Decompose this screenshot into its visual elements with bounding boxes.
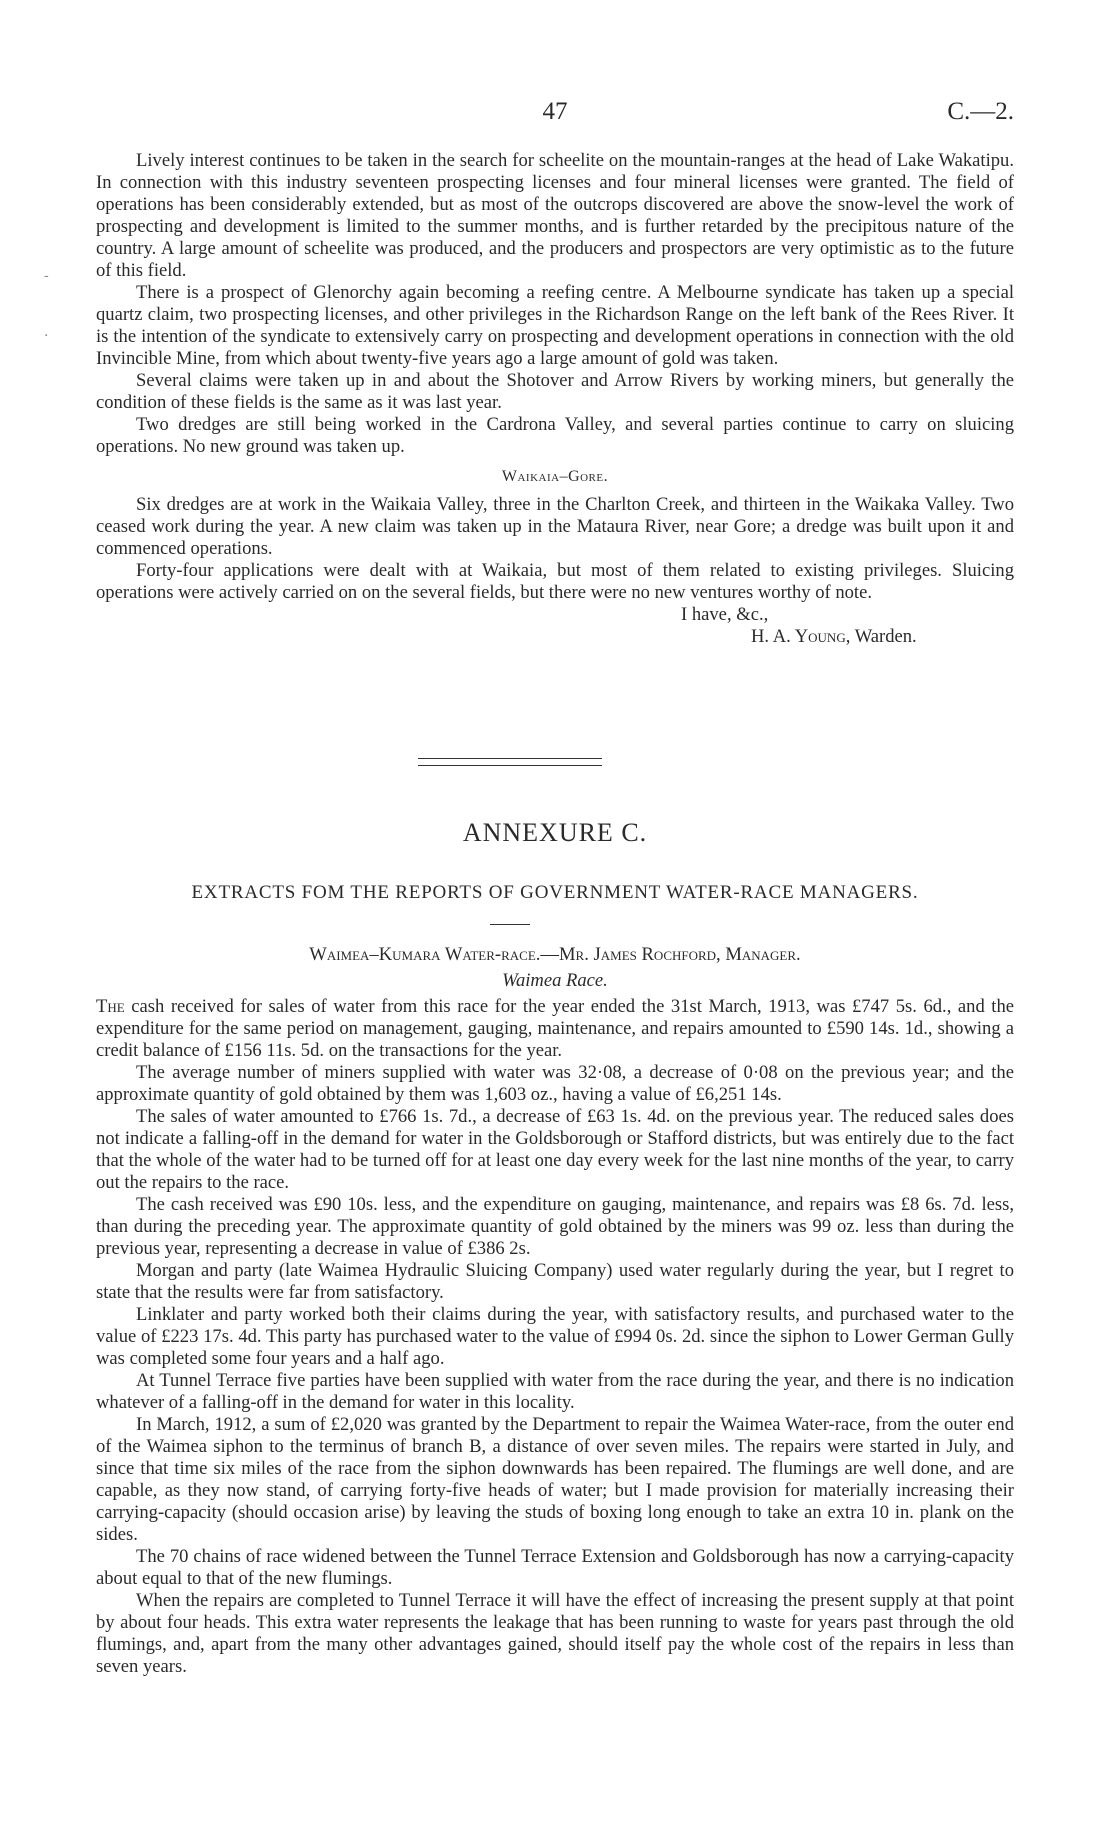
paragraph: [96, 996, 1014, 1062]
paragraph: There is a prospect of Glenorchy again becoming a reefing centre. A Melbourne syndicate has taken up a special quartz claim, two prospecting licenses, and other privileges in the Richardson Range on the left bank of the Rees River. It is the intention of the syndicate to extensively carry on prospecting and development operations in connection with the old Invincible Mine, from which about twenty-five years ago a large amount of gold was taken.: [96, 282, 1014, 369]
paragraph: Morgan and party (late Waimea Hydraulic Sluicing Company) used water regularly during the year, but I regret to state that the results were far from satisfactory.: [96, 1260, 1014, 1303]
annexure-title: ANNEXURE C.: [462, 818, 648, 847]
paragraph: Several claims were taken up in and about the Shotover and Arrow Rivers by working miners, but generally the condition of these fields is the same as it was last year.: [96, 370, 1014, 413]
paragraph: Two dredges are still being worked in the Cardrona Valley, and several parties continue to carry on sluicing operations. No new ground was taken up.: [96, 414, 1014, 457]
page-header: [96, 98, 1014, 128]
margin-mark: ·: [44, 328, 49, 344]
paragraph: The average number of miners supplied with water was 32·08, a decrease of 0·08 on the previous year; and the approximate quantity of gold obtained by them was 1,603 oz., having a value of £6,251 14s.: [96, 1062, 1014, 1105]
paragraph: In March, 1912, a sum of £2,020 was granted by the Department to repair the Waimea Water-race, from the outer end of the Waimea siphon to the terminus of branch B, a distance of over seven miles. The repairs were started in July, and since that time six miles of the race from the siphon downwards has been repaired. The flumings are well done, and are capable, as they now stand, of carrying forty-five heads of water; but I made provision for materially increasing their carrying-capacity (should occasion arise) by leaving the studs of boxing long enough to take an extra 10 in. plank on the sides.: [96, 1414, 1014, 1545]
paragraph: The 70 chains of race widened between the Tunnel Terrace Extension and Goldsborough has now a carrying-capacity about equal to that of the new flumings.: [96, 1546, 1014, 1589]
paragraph: At Tunnel Terrace five parties have been supplied with water from the race during the year, and there is no indication whatever of a falling-off in the demand for water in this locality.: [96, 1370, 1014, 1413]
signoff-salutation: I have, &c.,: [681, 604, 769, 625]
paragraph: Linklater and party worked both their claims during the year, with satisfactory results, and purchased water to the value of £223 17s. 4d. This party has purchased water to the value of £994 0s. 2d. since the siphon to Lower German Gully was completed some four years and a half ago.: [96, 1304, 1014, 1369]
document-reference: C.—2.: [947, 98, 1014, 125]
paragraph: The cash received was £90 10s. less, and the expenditure on gauging, maintenance, and repairs was £8 6s. 7d. less, than during the preceding year. The approximate quantity of gold obtained by the miners was 99 oz. less than during the previous year, representing a decrease in value of £386 2s.: [96, 1194, 1014, 1259]
warden-report-continuation: [96, 150, 1014, 648]
section-divider: [418, 758, 602, 766]
signoff-signature: [681, 626, 1014, 648]
race-subheading: Waimea Race.: [502, 970, 608, 991]
first-word: The: [96, 996, 125, 1017]
race-heading: Waimea–Kumara Water-race.—Mr. James Rochford, Manager.: [309, 944, 801, 965]
paragraph: Lively interest continues to be taken in the search for scheelite on the mountain-ranges at the head of Lake Wakatipu. In connection with this industry seventeen prospecting licenses and four mineral licenses were granted. The field of operations has been considerably extended, but as most of the outcrops discovered are above the snow-level the work of prospecting and development is limited to the summer months, and is further retarded by the precipitous nature of the country. A large amount of scheelite was produced, and the producers and prospectors are very optimistic as to the future of this field.: [96, 150, 1014, 281]
page-number: 47: [542, 98, 568, 125]
paragraph-text: cash received for sales of water from this race for the year ended the 31st March, 1913, was £747 5s. 6d., and the expenditure for the same period on management, gauging, maintenance, and repairs amounted to £590 14s. 1d., showing a credit balance of £156 11s. 5d. on the transactions for the year.: [96, 996, 1014, 1061]
signoff-title: Warden.: [854, 626, 917, 647]
short-divider: [490, 924, 530, 925]
annexure-subtitle: EXTRACTS FOM THE REPORTS OF GOVERNMENT WATER-RACE MANAGERS.: [191, 882, 919, 903]
margin-mark: -: [44, 268, 49, 284]
section-heading-waikaia-gore: Waikaia–Gore.: [501, 468, 609, 485]
paragraph: Six dredges are at work in the Waikaia Valley, three in the Charlton Creek, and thirteen in the Waikaka Valley. Two ceased work during the year. A new claim was taken up in the Mataura River, near Gore; a dredge was built upon it and commenced operations.: [96, 494, 1014, 559]
water-race-report: [96, 996, 1014, 1678]
paragraph: When the repairs are completed to Tunnel Terrace it will have the effect of increasing the present supply at that point by about four heads. This extra water represents the leakage that has been running to waste for years past through the old flumings, and, apart from the many other advantages gained, should itself pay the whole cost of the repairs in less than seven years.: [96, 1590, 1014, 1677]
signoff-name: H. A. Young,: [751, 626, 851, 647]
signoff: [681, 604, 1014, 648]
paragraph: The sales of water amounted to £766 1s. 7d., a decrease of £63 1s. 4d. on the previous year. The reduced sales does not indicate a falling-off in the demand for water in the Goldsborough or Stafford districts, but was entirely due to the fact that the whole of the water had to be turned off for at least one day every week for the last nine months of the year, to carry out the repairs to the race.: [96, 1106, 1014, 1193]
paragraph: Forty-four applications were dealt with at Waikaia, but most of them related to existing privileges. Sluicing operations were actively carried on on the several fields, but there were no new ventures worthy of note.: [96, 560, 1014, 603]
